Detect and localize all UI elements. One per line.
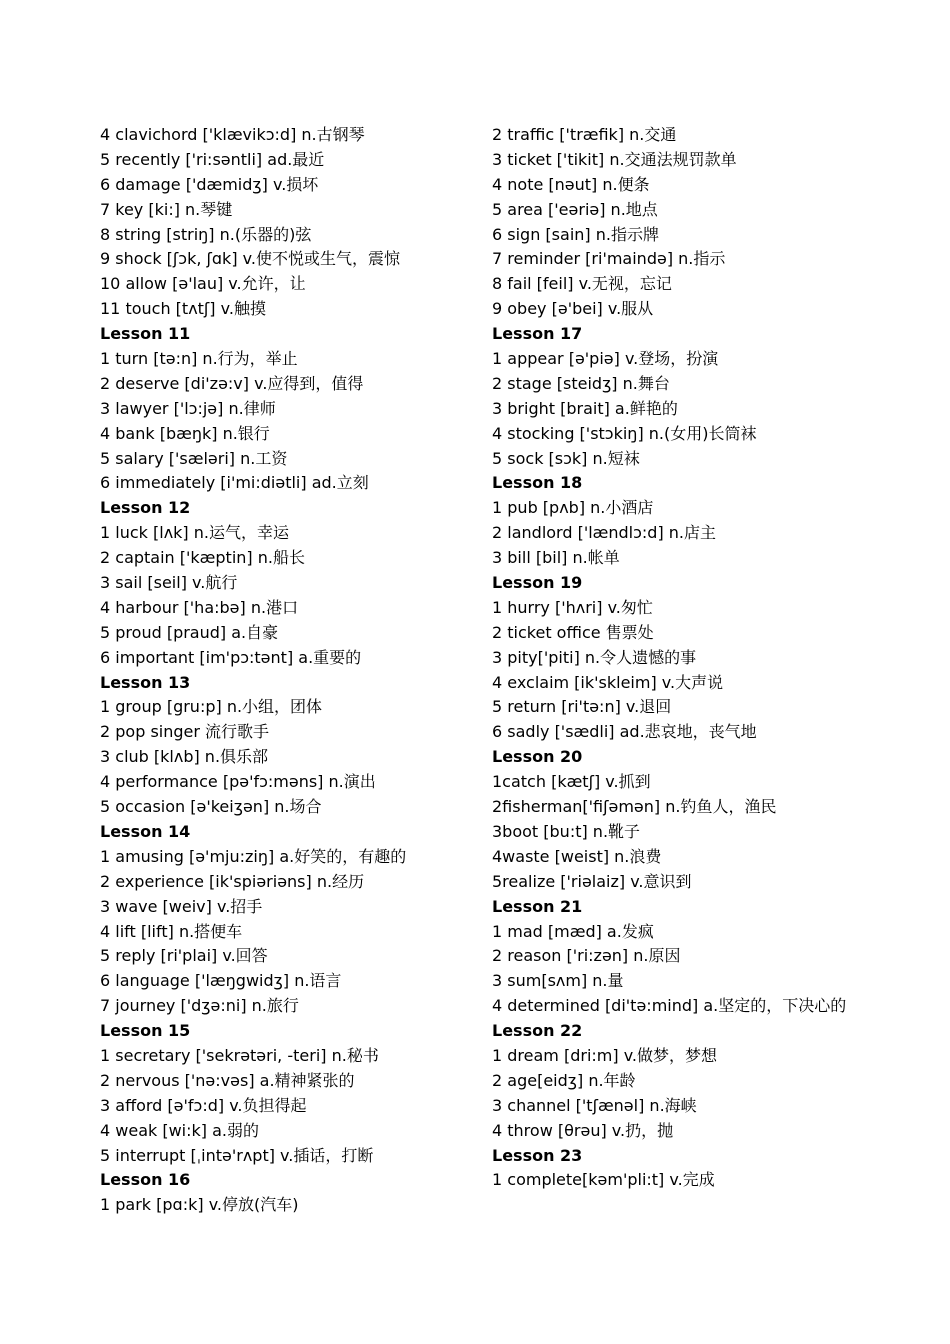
vocab-entry: 4 determined [di'tə:mind] a.坚定的，下决心的 — [492, 996, 847, 1016]
vocab-entry: 4 bank [bæŋk] n.银行 — [100, 423, 270, 443]
vocab-entry: 2 nervous ['nə:vəs] a.精神紧张的 — [100, 1070, 355, 1090]
vocab-entry: 5 occasion [ə'keiʒən] n.场合 — [100, 797, 322, 817]
vocab-entry: 1 mad [mæd] a.发疯 — [492, 921, 654, 941]
lesson-heading: Lesson 20 — [492, 747, 583, 767]
vocab-entry: 11 touch [tʌtʃ] v.触摸 — [100, 299, 266, 319]
vocab-entry: 1 amusing [ə'mju:ziŋ] a.好笑的，有趣的 — [100, 846, 407, 866]
vocab-entry: 3 channel ['tʃænəl] n.海峡 — [492, 1095, 697, 1115]
vocab-entry: 5 reply [ri'plai] v.回答 — [100, 946, 268, 966]
vocab-entry: 4waste [weist] n.浪费 — [492, 846, 662, 866]
lesson-heading: Lesson 19 — [492, 573, 583, 593]
vocab-entry: 2 age[eidʒ] n.年龄 — [492, 1070, 636, 1090]
vocab-entry: 4 throw [θrəu] v.扔，抛 — [492, 1120, 674, 1140]
vocab-entry: 3 sail [seil] v.航行 — [100, 573, 238, 593]
vocab-entry: 4 harbour ['ha:bə] n.港口 — [100, 597, 299, 617]
vocab-entry: 4 note [nəut] n.便条 — [492, 174, 650, 194]
lesson-heading: Lesson 16 — [100, 1170, 191, 1190]
vocab-entry: 5 salary ['sæləri] n.工资 — [100, 448, 288, 468]
vocab-entry: 2 pop singer 流行歌手 — [100, 722, 270, 742]
vocab-entry: 9 obey [ə'bei] v.服从 — [492, 299, 654, 319]
vocab-entry: 3 club [klʌb] n.俱乐部 — [100, 747, 269, 767]
vocab-entry: 2 stage [steidʒ] n.舞台 — [492, 373, 670, 393]
vocab-entry: 5realize ['riəlaiz] v.意识到 — [492, 871, 692, 891]
vocab-entry: 10 allow [ə'lau] v.允许，让 — [100, 274, 306, 294]
vocab-entry: 2 ticket office 售票处 — [492, 622, 654, 642]
vocab-entry: 7 journey ['dʒə:ni] n.旅行 — [100, 996, 299, 1016]
vocab-entry: 2 traffic ['træfik] n.交通 — [492, 125, 677, 144]
vocab-entry: 5 sock [sɔk] n.短袜 — [492, 448, 640, 468]
vocab-entry: 4 weak [wi:k] a.弱的 — [100, 1120, 260, 1140]
lesson-heading: Lesson 13 — [100, 672, 191, 692]
vocab-entry: 1 turn [tə:n] n.行为，举止 — [100, 349, 298, 369]
vocab-entry: 4 lift [lift] n.搭便车 — [100, 921, 243, 941]
lesson-heading: Lesson 14 — [100, 821, 191, 841]
vocab-entry: 1 secretary ['sekrətəri, -teri] n.秘书 — [100, 1045, 379, 1065]
vocab-entry: 6 language ['læŋgwidʒ] n.语言 — [100, 971, 342, 991]
lesson-heading: Lesson 11 — [100, 324, 191, 344]
lesson-heading: Lesson 22 — [492, 1021, 583, 1041]
vocab-entry: 1 complete[kəm'pli:t] v.完成 — [492, 1170, 715, 1190]
vocab-entry: 2 deserve [di'zə:v] v.应得到，值得 — [100, 373, 364, 393]
lesson-heading: Lesson 23 — [492, 1145, 583, 1165]
right-column — [492, 123, 854, 1193]
vocab-entry: 2fisherman['fiʃəmən] n.钓鱼人，渔民 — [492, 797, 777, 817]
vocab-entry: 1 pub [pʌb] n.小酒店 — [492, 498, 654, 518]
lesson-heading: Lesson 18 — [492, 473, 583, 493]
lesson-heading: Lesson 21 — [492, 896, 583, 916]
vocab-entry: 4 exclaim [ik'skleim] v.大声说 — [492, 672, 724, 692]
vocab-entry: 3 sum[sʌm] n.量 — [492, 971, 624, 991]
vocab-entry: 4 clavichord ['klævikɔ:d] n.古钢琴 — [100, 125, 365, 144]
vocab-entry: 1 dream [dri:m] v.做梦，梦想 — [492, 1045, 718, 1065]
vocab-entry: 6 sign [sain] n.指示牌 — [492, 224, 659, 244]
lesson-heading: Lesson 15 — [100, 1021, 191, 1041]
vocab-entry: 3 ticket ['tikit] n.交通法规罚款单 — [492, 149, 737, 169]
lesson-heading: Lesson 17 — [492, 324, 583, 344]
vocab-entry: 2 landlord ['lændlɔ:d] n.店主 — [492, 523, 717, 543]
vocab-entry: 1 appear [ə'piə] v.登场，扮演 — [492, 349, 719, 369]
vocab-entry: 6 important [im'pɔ:tənt] a.重要的 — [100, 647, 362, 667]
vocab-entry: 7 key [ki:] n.琴键 — [100, 199, 233, 219]
vocab-entry: 1 hurry ['hʌri] v.匆忙 — [492, 597, 653, 617]
vocab-entry: 3 bill [bil] n.帐单 — [492, 548, 620, 568]
vocab-entry: 6 sadly ['sædli] ad.悲哀地，丧气地 — [492, 722, 757, 742]
vocab-entry: 5 interrupt [ˌintə'rʌpt] v.插话，打断 — [100, 1145, 374, 1165]
vocab-entry: 4 performance [pə'fɔ:məns] n.演出 — [100, 772, 376, 792]
vocab-entry: 3 pity['piti] n.令人遗憾的事 — [492, 647, 697, 667]
vocab-entry: 1catch [kætʃ] v.抓到 — [492, 772, 651, 792]
vocab-entry: 3boot [bu:t] n.靴子 — [492, 821, 641, 841]
vocab-entry: 5 area ['eəriə] n.地点 — [492, 199, 658, 219]
vocab-entry: 8 string [striŋ] n.(乐器的)弦 — [100, 224, 312, 244]
left-column — [100, 123, 470, 1218]
lesson-heading: Lesson 12 — [100, 498, 191, 518]
vocab-entry: 3 afford [ə'fɔ:d] v.负担得起 — [100, 1095, 307, 1115]
vocab-entry: 2 captain ['kæptin] n.船长 — [100, 548, 305, 568]
vocab-entry: 3 lawyer ['lɔ:jə] n.律师 — [100, 398, 276, 418]
vocab-entry: 2 reason ['ri:zən] n.原因 — [492, 946, 681, 966]
vocab-entry: 3 bright [brait] a.鲜艳的 — [492, 398, 678, 418]
vocab-entry: 6 immediately [i'mi:diətli] ad.立刻 — [100, 473, 369, 493]
vocab-entry: 3 wave [weiv] v.招手 — [100, 896, 263, 916]
vocab-entry: 7 reminder [ri'maində] n.指示 — [492, 249, 726, 269]
vocab-entry: 8 fail [feil] v.无视，忘记 — [492, 274, 672, 294]
vocab-entry: 4 stocking ['stɔkiŋ] n.(女用)长筒袜 — [492, 423, 757, 443]
vocab-entry: 1 group [gru:p] n.小组，团体 — [100, 697, 323, 717]
vocab-entry: 6 damage ['dæmidʒ] v.损坏 — [100, 174, 319, 194]
vocab-entry: 5 return [ri'tə:n] v.退回 — [492, 697, 672, 717]
vocab-entry: 5 recently ['ri:səntli] ad.最近 — [100, 149, 325, 169]
vocab-entry: 1 park [pɑ:k] v.停放(汽车) — [100, 1195, 299, 1215]
vocab-entry: 2 experience [ik'spiəriəns] n.经历 — [100, 871, 365, 891]
vocab-entry: 9 shock [ʃɔk, ʃɑk] v.使不悦或生气，震惊 — [100, 249, 400, 269]
vocab-entry: 1 luck [lʌk] n.运气，幸运 — [100, 523, 289, 543]
vocab-entry: 5 proud [praud] a.自豪 — [100, 622, 279, 642]
